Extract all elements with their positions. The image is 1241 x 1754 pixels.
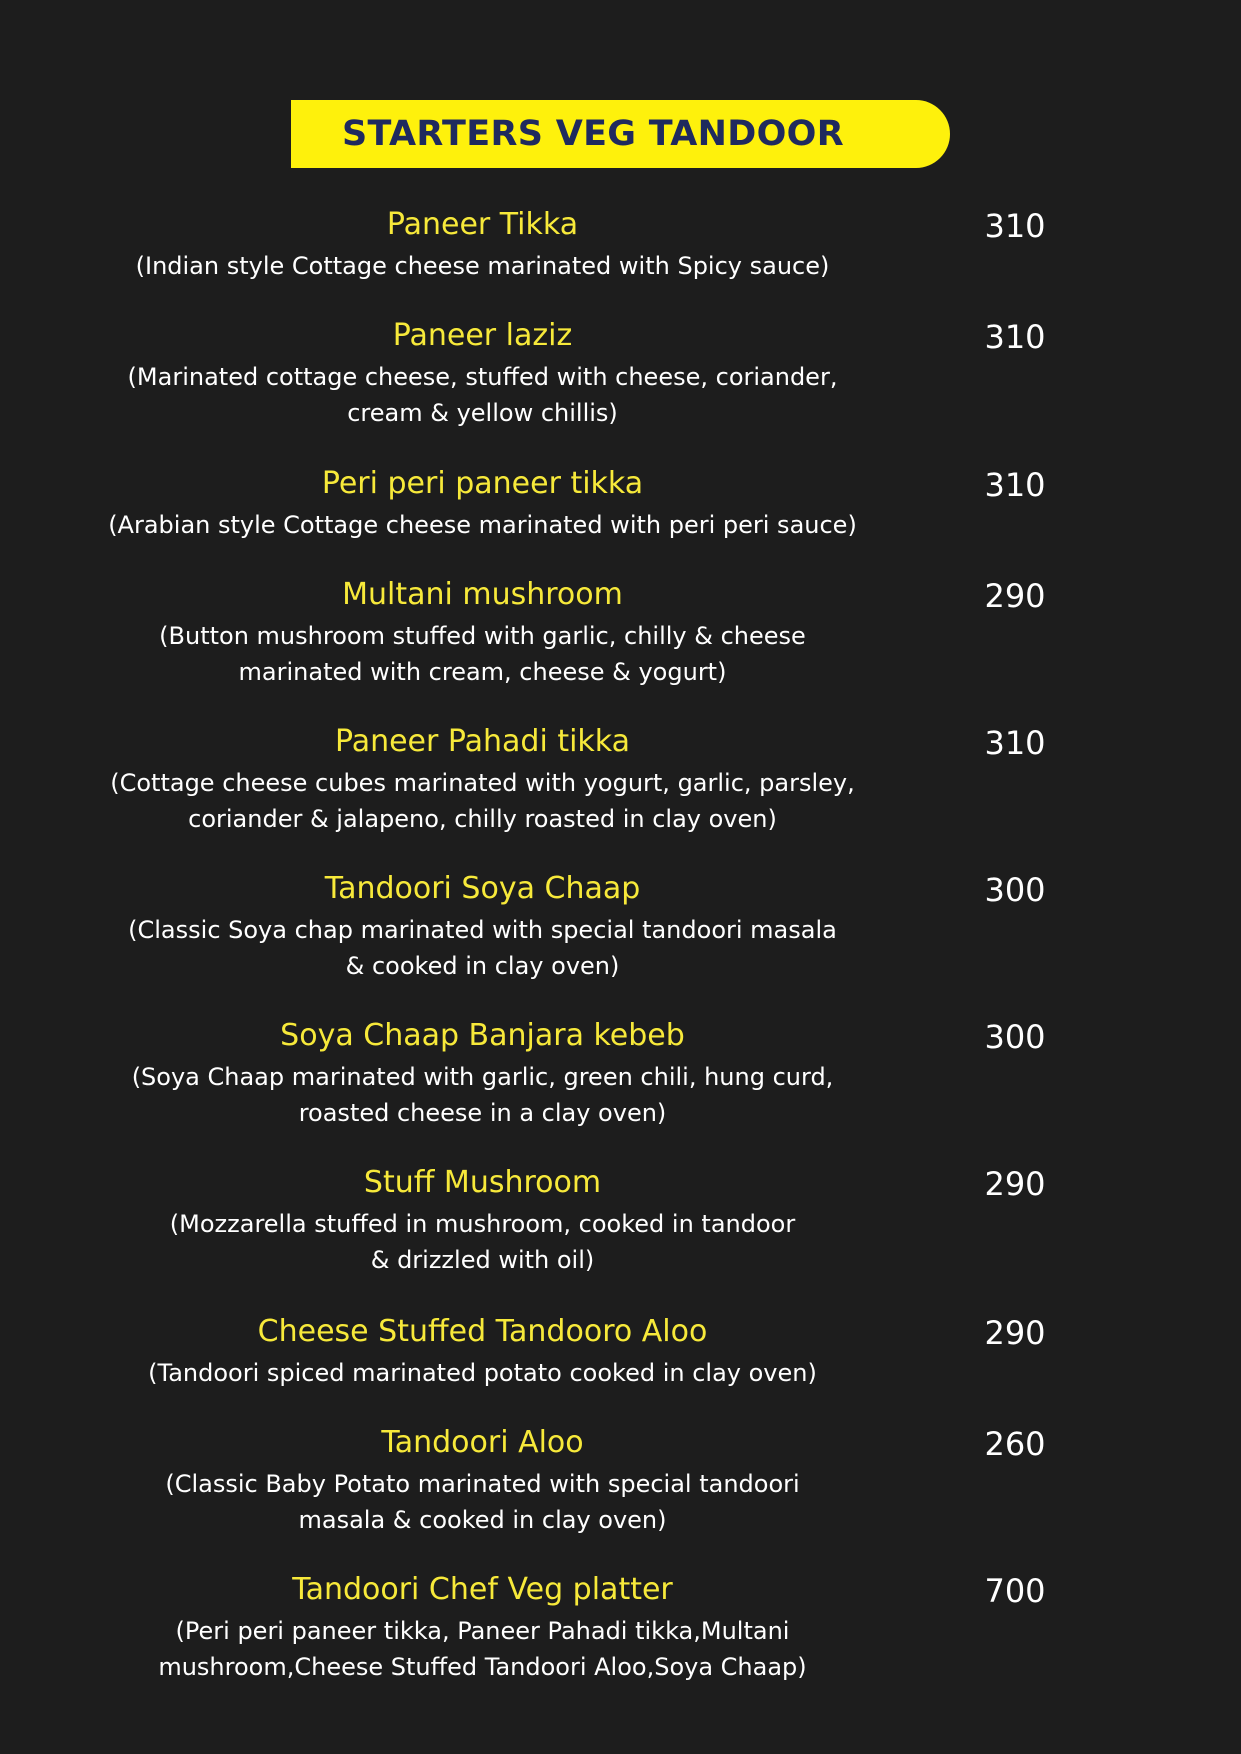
item-description: (Peri peri paneer tikka, Paneer Pahadi tikka,Multani mushroom,Cheese Stuffed Tandoori Aloo,Soya Chaap) bbox=[158, 1617, 807, 1681]
item-price: 260 bbox=[984, 1425, 1046, 1463]
item-name: Peri peri paneer tikka bbox=[321, 466, 644, 501]
item-description: (Button mushroom stuffed with garlic, chilly & cheese marinated with cream, cheese & yogurt) bbox=[159, 622, 806, 686]
item-name: Tandoori Chef Veg platter bbox=[292, 1572, 673, 1607]
item-price: 310 bbox=[984, 318, 1046, 356]
item-name: Paneer Tikka bbox=[386, 207, 579, 242]
item-price: 290 bbox=[984, 1314, 1046, 1352]
item-description: (Soya Chaap marinated with garlic, green chili, hung curd, roasted cheese in a clay oven) bbox=[131, 1063, 834, 1127]
item-name: Multani mushroom bbox=[342, 577, 623, 612]
item-name: Cheese Stuffed Tandooro Aloo bbox=[257, 1314, 708, 1349]
item-description: (Arabian style Cottage cheese marinated with peri peri sauce) bbox=[108, 511, 857, 539]
item-price: 300 bbox=[984, 1018, 1046, 1056]
item-name: Soya Chaap Banjara kebeb bbox=[280, 1018, 685, 1053]
item-description: (Marinated cottage cheese, stuffed with cheese, coriander, cream & yellow chillis) bbox=[127, 363, 838, 427]
item-description: (Mozzarella stuffed in mushroom, cooked in tandoor & drizzled with oil) bbox=[169, 1210, 796, 1274]
section-title: STARTERS VEG TANDOOR bbox=[342, 114, 844, 154]
item-price: 310 bbox=[984, 724, 1046, 762]
item-description: (Classic Baby Potato marinated with special tandoori masala & cooked in clay oven) bbox=[165, 1470, 800, 1534]
section-title-banner bbox=[291, 100, 950, 168]
item-description: (Indian style Cottage cheese marinated with Spicy sauce) bbox=[135, 252, 830, 280]
item-price: 290 bbox=[984, 1165, 1046, 1203]
item-name: Stuff Mushroom bbox=[363, 1165, 602, 1200]
item-price: 700 bbox=[984, 1572, 1046, 1610]
item-price: 310 bbox=[984, 466, 1046, 504]
item-description: (Tandoori spiced marinated potato cooked in clay oven) bbox=[148, 1359, 817, 1387]
item-name: Paneer laziz bbox=[392, 318, 573, 353]
item-description: (Cottage cheese cubes marinated with yogurt, garlic, parsley, coriander & jalapeno, chilly roasted in clay oven) bbox=[110, 769, 855, 833]
item-name: Paneer Pahadi tikka bbox=[334, 724, 631, 759]
item-price: 290 bbox=[984, 577, 1046, 615]
item-description: (Classic Soya chap marinated with special tandoori masala & cooked in clay oven) bbox=[128, 916, 837, 980]
item-name: Tandoori Soya Chaap bbox=[324, 871, 641, 906]
item-name: Tandoori Aloo bbox=[381, 1425, 584, 1460]
item-price: 310 bbox=[984, 207, 1046, 245]
item-price: 300 bbox=[984, 871, 1046, 909]
